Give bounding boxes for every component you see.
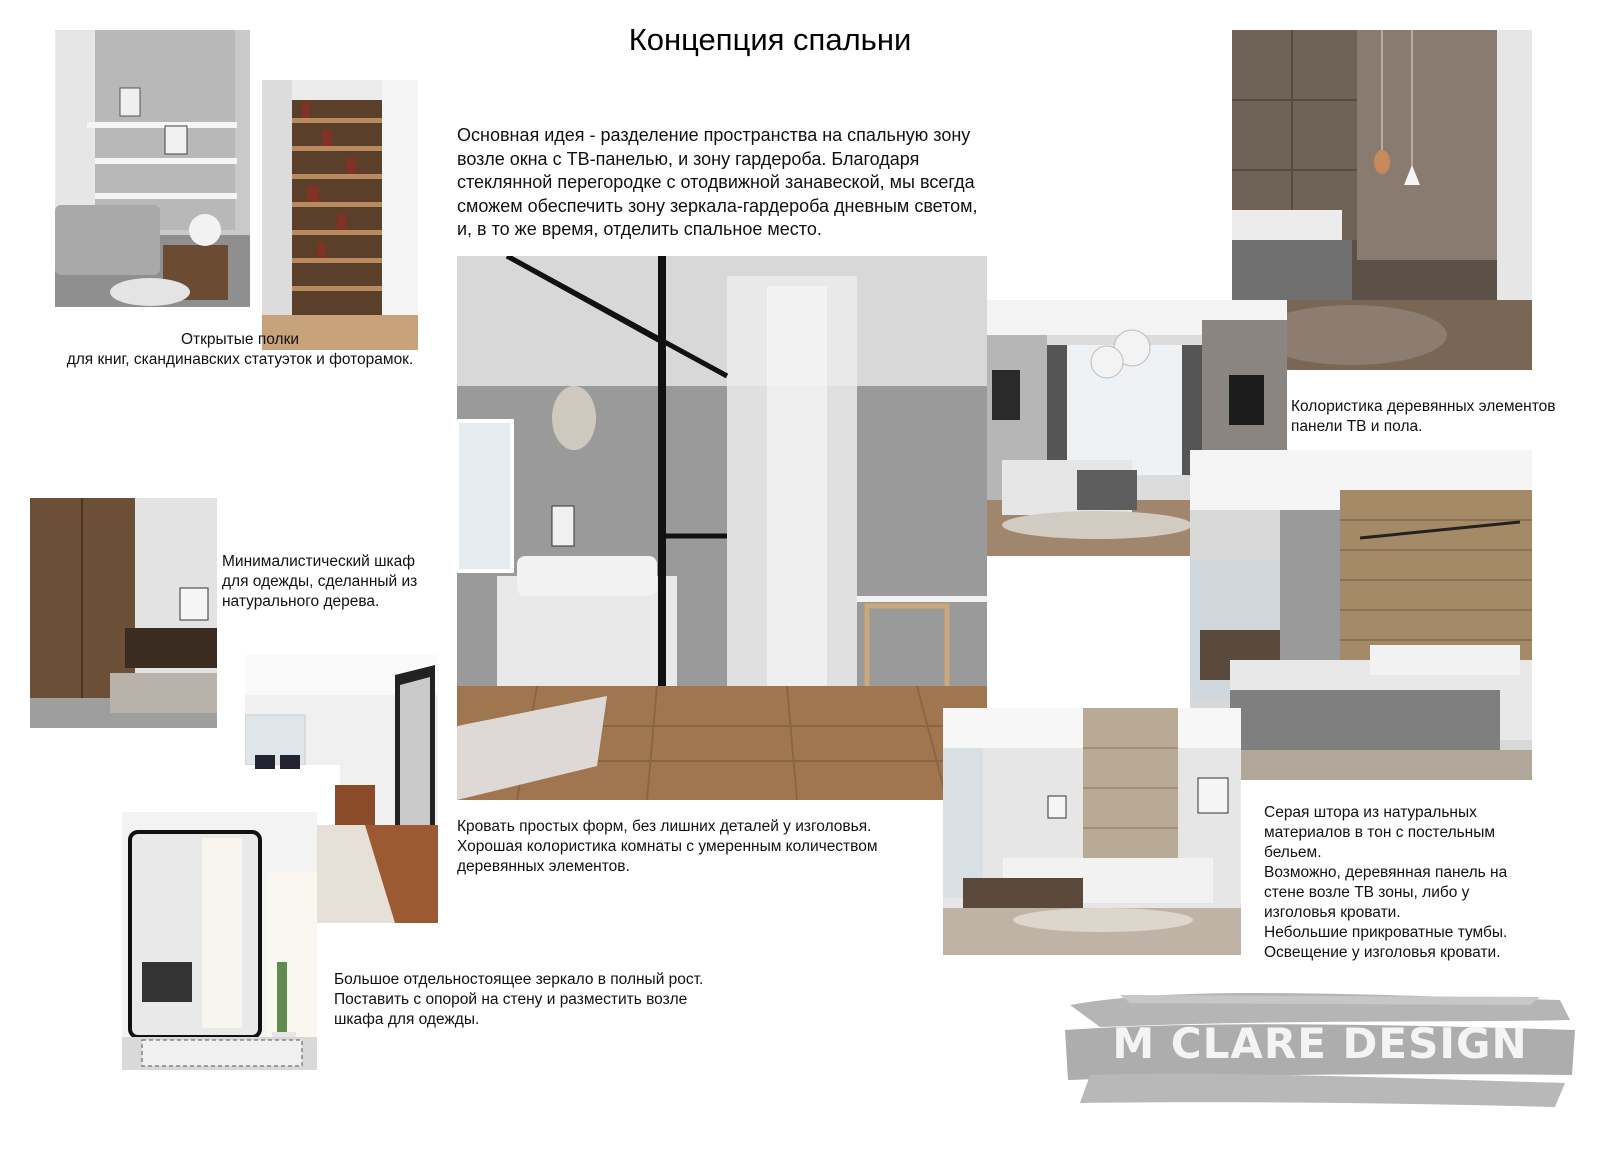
logo-text: M CLARE DESIGN — [1112, 1019, 1528, 1068]
photo-curtain-mirror — [122, 812, 317, 1070]
intro-text: Основная идея - разделение пространства на спальную зону возле окна с ТВ-панелью, и зону гардероба. Благодаря стеклянной перегородке с отодвижной занавеской, мы всегда сможем обеспечить зону зеркала-гардероба дневным светом, и, в то же время, отделить спальное место. — [457, 125, 978, 239]
photo-living-room-shelves — [55, 30, 250, 307]
caption-bed: Кровать простых форм, без лишних деталей у изголовья. Хорошая колористика комнаты с умеренным количеством деревянных элементов. — [457, 818, 878, 875]
caption-wardrobe: Минималистический шкаф для одежды, сделанный из натурального дерева. — [222, 553, 418, 610]
photo-platform-bed-bedroom — [943, 708, 1241, 955]
page-title: Концепция спальни — [628, 22, 912, 57]
photo-main-bedroom-partition — [457, 256, 987, 800]
caption-curtain-details: Серая штора из натуральных материалов в тон с постельным бельем. Возможно, деревянная панель на стене возле ТВ зоны, либо у изголовья кровати. Небольшие прикроватные тумбы. Освещение у изголовья кровати. — [1264, 804, 1508, 961]
photo-bookshelf — [262, 80, 418, 350]
photo-wooden-wardrobe — [30, 498, 217, 728]
caption-mirror: Большое отдельностоящее зеркало в полный рост. Поставить с опорой на стену и разместить возле шкафа для одежды. — [334, 971, 704, 1028]
caption-shelves: Открытые полки для книг, скандинавских статуэток и фоторамок. — [66, 331, 414, 368]
brand-logo — [1060, 975, 1580, 1125]
caption-wood-tones: Колористика деревянных элементов панели ТВ и пола. — [1291, 398, 1556, 435]
photo-wood-wall-bedroom — [1190, 450, 1532, 780]
